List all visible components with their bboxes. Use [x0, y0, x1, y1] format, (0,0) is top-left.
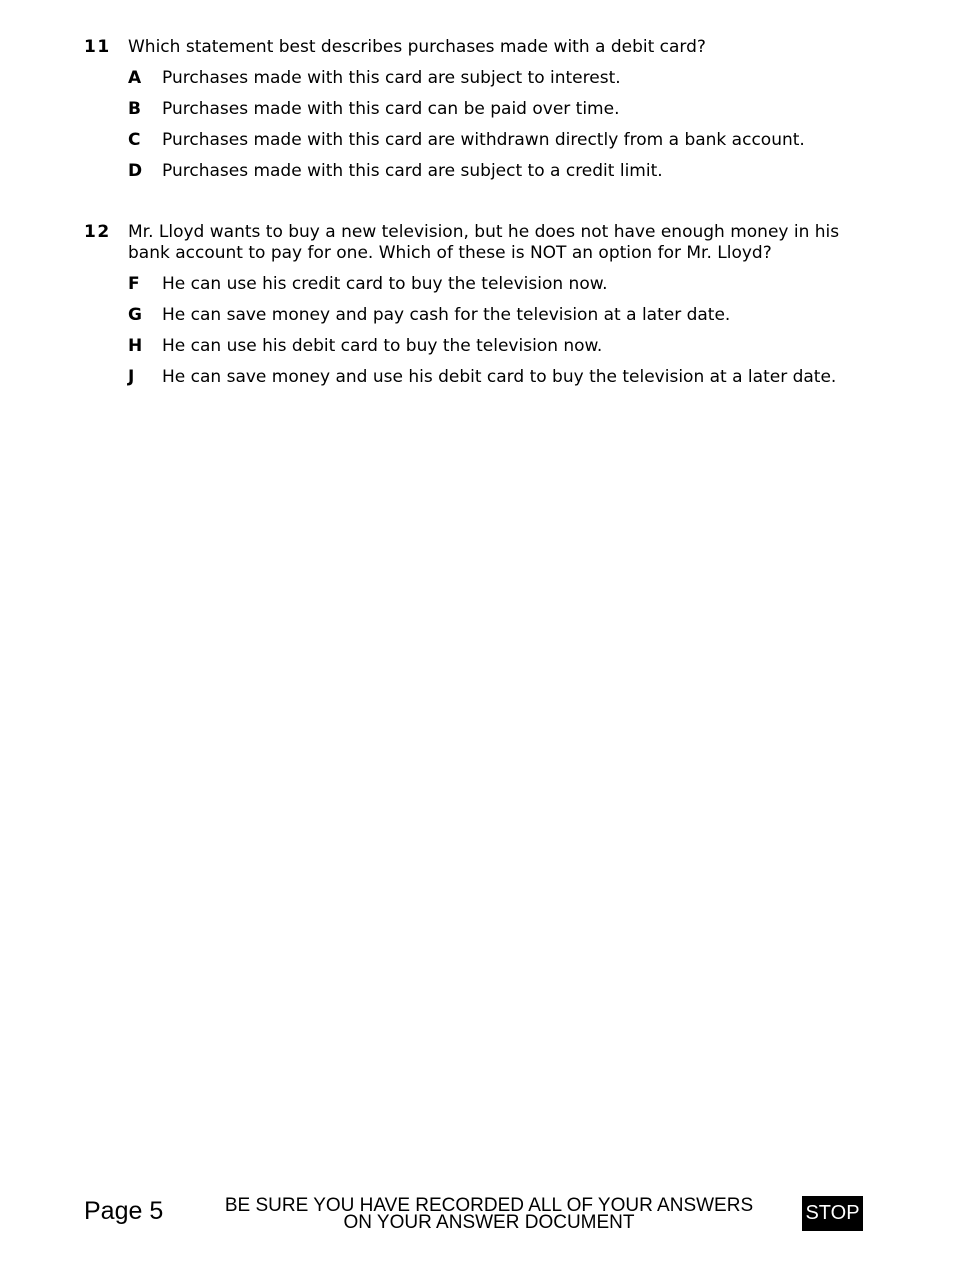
option-text: He can use his debit card to buy the television now. [162, 336, 603, 356]
question-11 [84, 37, 884, 192]
option-letter: C [128, 130, 141, 150]
option-letter: H [128, 336, 143, 356]
option-text: Purchases made with this card are subject to interest. [162, 68, 621, 88]
option-text: He can save money and use his debit card to buy the television at a later date. [162, 367, 837, 387]
question-number: 11 [84, 37, 111, 57]
footer-reminder-line-2: ON YOUR ANSWER DOCUMENT [343, 1212, 635, 1233]
option-text: He can save money and pay cash for the television at a later date. [162, 305, 731, 325]
answer-option-a[interactable] [128, 68, 884, 99]
option-letter: D [128, 161, 143, 181]
stop-badge: STOP [802, 1196, 863, 1231]
option-letter: B [128, 99, 141, 119]
answer-options [128, 274, 884, 398]
answer-options [128, 68, 884, 192]
option-text: Purchases made with this card are withdrawn directly from a bank account. [162, 130, 805, 150]
option-text: Purchases made with this card can be paid over time. [162, 99, 620, 119]
answer-option-h[interactable] [128, 336, 884, 367]
answer-option-g[interactable] [128, 305, 884, 336]
answer-option-d[interactable] [128, 161, 884, 192]
option-letter: J [128, 367, 135, 387]
option-letter: F [128, 274, 140, 294]
question-12 [84, 222, 884, 398]
answer-option-j[interactable] [128, 367, 884, 398]
answer-option-b[interactable] [128, 99, 884, 130]
question-number: 12 [84, 222, 111, 242]
answer-option-f[interactable] [128, 274, 884, 305]
option-text: He can use his credit card to buy the television now. [162, 274, 608, 294]
question-text: Mr. Lloyd wants to buy a new television, but he does not have enough money in his bank account to pay for one. Which of these is NOT an option for Mr. Lloyd? [128, 222, 840, 263]
answer-option-c[interactable] [128, 130, 884, 161]
footer-reminder [214, 1197, 764, 1231]
option-text: Purchases made with this card are subject to a credit limit. [162, 161, 663, 181]
option-letter: A [128, 68, 142, 88]
option-letter: G [128, 305, 142, 325]
page-number: Page 5 [84, 1197, 164, 1225]
footer-reminder-line-1: BE SURE YOU HAVE RECORDED ALL OF YOUR ANSWERS [224, 1195, 754, 1216]
question-text: Which statement best describes purchases made with a debit card? [128, 37, 706, 57]
